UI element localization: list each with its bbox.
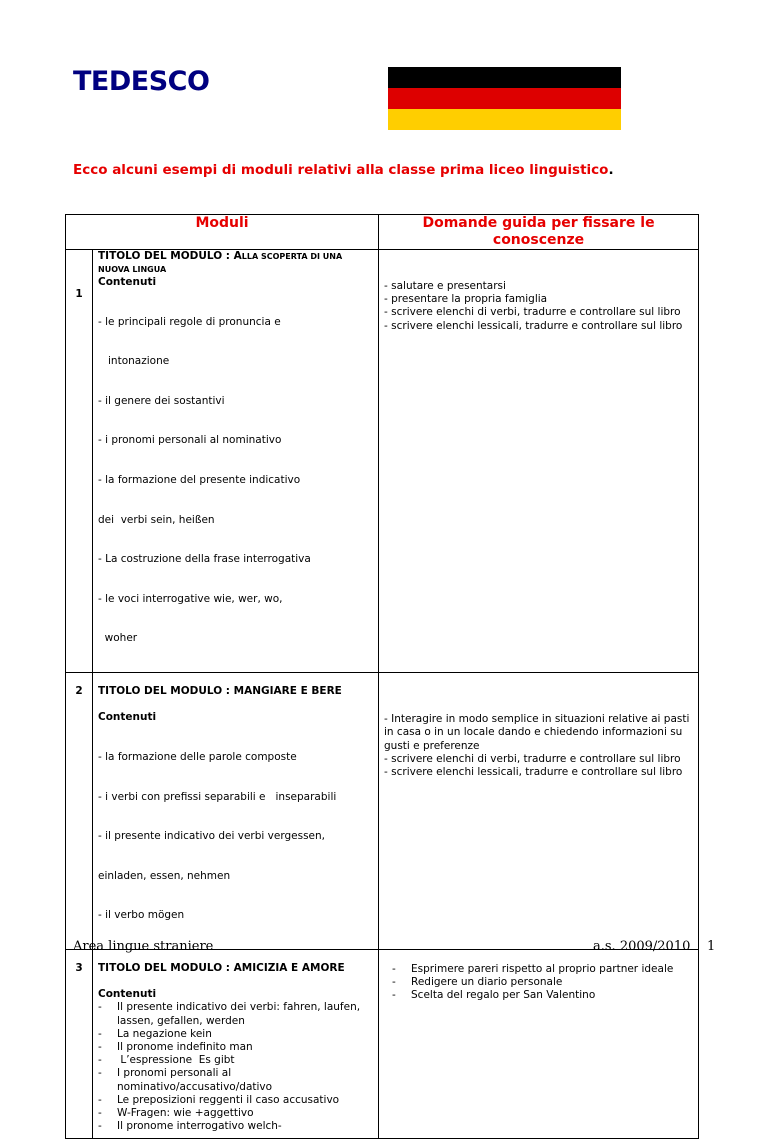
list-item: - La negazione kein xyxy=(98,1028,372,1041)
questions-list xyxy=(384,713,692,779)
module-title: TITOLO DEL MODULO : AMICIZIA E AMORE xyxy=(98,961,345,974)
subtitle-period: . xyxy=(608,162,614,178)
list-item: - Il presente indicativo dei verbi: fahren, laufen, lassen, gefallen, werden xyxy=(98,1001,372,1027)
german-flag-image xyxy=(388,67,621,130)
module-title: TITOLO DEL MODULO : MANGIARE E BERE xyxy=(98,685,342,698)
module-number xyxy=(66,673,93,950)
list-item: woher xyxy=(98,632,138,645)
module-cell xyxy=(93,673,379,950)
contents-list xyxy=(98,289,372,672)
list-item: - scrivere elenchi di verbi, tradurre e controllare sul libro xyxy=(384,752,681,765)
list-item: gusti e preferenze xyxy=(384,739,480,752)
module-number-text: 1 xyxy=(75,288,83,300)
contents-list xyxy=(98,1001,372,1133)
module-number-text: 2 xyxy=(75,685,83,698)
questions-list xyxy=(384,280,692,333)
list-item: - Interagire in modo semplice in situazioni relative ai pasti xyxy=(384,713,690,726)
module-title xyxy=(98,250,372,276)
module-number xyxy=(66,949,93,1138)
list-item: - il verbo mögen xyxy=(98,909,185,922)
list-item: - I pronomi personali al nominativo/accusativo/dativo xyxy=(98,1067,372,1093)
list-item: - scrivere elenchi lessicali, tradurre e controllare sul libro xyxy=(384,319,683,332)
list-item: - salutare e presentarsi xyxy=(384,280,506,292)
contents-label: Contenuti xyxy=(98,711,157,724)
footer-school-year: a.s. 2009/2010 xyxy=(593,939,691,954)
list-item: - il genere dei sostantivi xyxy=(98,394,225,407)
list-item: - i verbi con prefissi separabili e inseparabili xyxy=(98,790,337,803)
questions-cell xyxy=(379,250,699,673)
list-item: - Il pronome indefinito man xyxy=(98,1041,372,1054)
column-header-questions: Domande guida per fissare le conoscenze xyxy=(379,215,699,250)
contents-label: Contenuti xyxy=(98,276,157,288)
table-row xyxy=(66,949,699,1138)
flag-stripe-red xyxy=(388,88,621,109)
module-number-text: 3 xyxy=(75,961,83,974)
list-item: intonazione xyxy=(98,355,170,368)
list-item: - i pronomi personali al nominativo xyxy=(98,434,282,447)
list-item: dei verbi sein, heißen xyxy=(98,513,215,526)
list-item: - Esprimere pareri rispetto al proprio partner ideale xyxy=(392,963,692,976)
column-header-modules: Moduli xyxy=(66,215,379,250)
page-number: 1 xyxy=(707,939,716,954)
page-title: TEDESCO xyxy=(73,66,210,97)
list-item: in casa o in un locale dando e chiedendo informazioni su xyxy=(384,726,683,739)
list-item: - scrivere elenchi di verbi, tradurre e controllare sul libro xyxy=(384,306,681,319)
list-item: - le principali regole di pronuncia e xyxy=(98,315,281,328)
list-item: - la formazione delle parole composte xyxy=(98,750,297,763)
flag-stripe-black xyxy=(388,67,621,88)
table-row xyxy=(66,250,699,673)
modules-table xyxy=(65,214,699,1139)
questions-cell xyxy=(379,949,699,1138)
list-item: einladen, essen, nehmen xyxy=(98,869,231,882)
list-item: - presentare la propria famiglia xyxy=(384,293,548,306)
list-item: - La costruzione della frase interrogativa xyxy=(98,553,311,566)
list-item: - scrivere elenchi lessicali, tradurre e controllare sul libro xyxy=(384,765,683,778)
contents-list xyxy=(98,725,372,949)
list-item: - le voci interrogative wie, wer, wo, xyxy=(98,592,283,605)
module-number xyxy=(66,250,93,673)
list-item: - il presente indicativo dei verbi vergessen, xyxy=(98,830,325,843)
module-cell xyxy=(93,250,379,673)
list-item: - Il pronome interrogativo welch- xyxy=(98,1120,372,1133)
module-cell xyxy=(93,949,379,1138)
page-subtitle xyxy=(73,162,614,178)
list-item: - Le preposizioni reggenti il caso accusativo xyxy=(98,1094,372,1107)
list-item: - Redigere un diario personale xyxy=(392,976,692,989)
table-row xyxy=(66,673,699,950)
list-item: - W-Fragen: wie +aggettivo xyxy=(98,1107,372,1120)
list-item: - la formazione del presente indicativo xyxy=(98,474,301,487)
flag-stripe-gold xyxy=(388,109,621,130)
module-title-rest: LLA SCOPERTA DI UNA NUOVA LINGUA xyxy=(98,252,343,274)
footer-left: Area lingue straniere xyxy=(73,939,214,954)
contents-label: Contenuti xyxy=(98,988,157,1001)
list-item: - L’espressione Es gibt xyxy=(98,1054,372,1067)
questions-cell xyxy=(379,673,699,950)
module-title-prefix: TITOLO DEL MODULO : A xyxy=(98,250,242,262)
list-item: - Scelta del regalo per San Valentino xyxy=(392,989,692,1002)
table-header-row xyxy=(66,215,699,250)
subtitle-text: Ecco alcuni esempi di moduli relativi alla classe prima liceo linguistico xyxy=(73,162,609,178)
questions-list xyxy=(392,963,692,1003)
